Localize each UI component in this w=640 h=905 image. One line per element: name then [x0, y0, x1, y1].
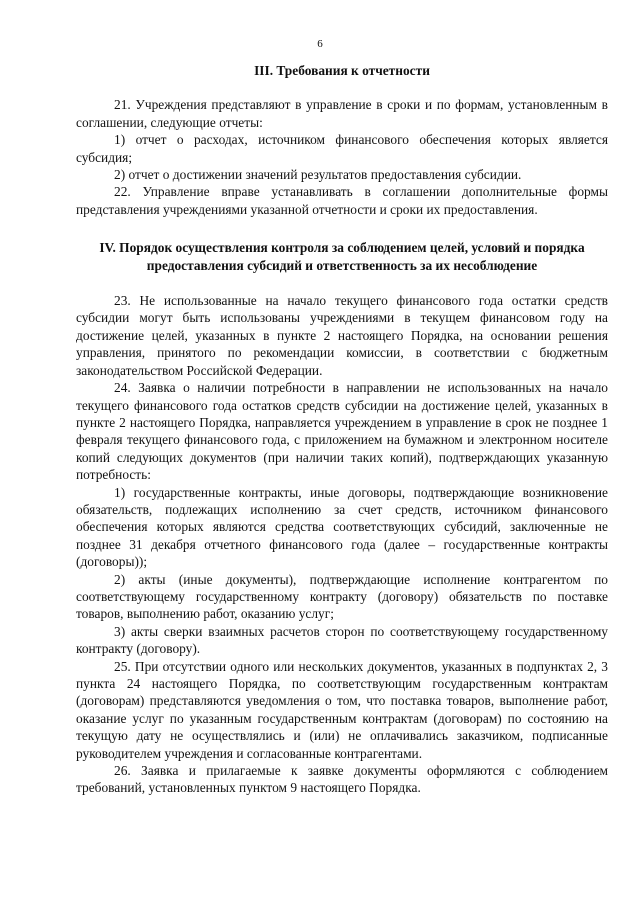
- paragraph-26: 26. Заявка и прилагаемые к заявке документы оформляются с соблюдением требований, установленных пунктом 9 настоящего Порядка.: [76, 763, 608, 796]
- page-number: 6: [317, 38, 323, 50]
- paragraph-21: 21. Учреждения представляют в управление в сроки и по формам, установленным в соглашении, следующие отчеты:: [76, 97, 608, 130]
- paragraph-24: 24. Заявка о наличии потребности в направлении не использованных на начало текущего финансового года остатков средств субсидии на достижение целей, указанных в пункте 2 настоящего Порядка, направляется учреждением в управление в срок не позднее 1 февраля текущего финансового года, с приложением на бумажном и электронном носителе копий следующих документов (при наличии таких копий), подтверждающих указанную потребность:: [76, 380, 608, 483]
- section-3-heading: III. Требования к отчетности: [254, 63, 430, 78]
- paragraph-24-item-1: 1) государственные контракты, иные договоры, подтверждающие возникновение обязательств, подлежащих исполнению за счет средств, источником финансового обеспечения которых являются средства соответствующих субсидий, заключенные не позднее 31 декабря отчетного финансового года (далее – государственные контракты (договоры));: [76, 484, 608, 570]
- paragraph-24-item-3: 3) акты сверки взаимных расчетов сторон по соответствующему государственному контракту (договору).: [76, 623, 608, 657]
- paragraph-21-item-2: 2) отчет о достижении значений результатов предоставления субсидии.: [114, 167, 522, 183]
- document-body: [76, 62, 608, 797]
- paragraph-22: 22. Управление вправе устанавливать в соглашении дополнительные формы представления учреждениями указанной отчетности и сроки их предоставления.: [76, 184, 608, 217]
- paragraph-21-item-1: 1) отчет о расходах, источником финансового обеспечения которых является субсидия;: [76, 132, 608, 165]
- section-4-heading: IV. Порядок осуществления контроля за соблюдением целей, условий и порядка предоставления субсидий и ответственность за их несоблюдение: [99, 240, 585, 273]
- paragraph-23: 23. Не использованные на начало текущего финансового года остатки средств субсидии могут быть использованы учреждениями в текущем финансовом году на достижение целей, указанных в пункте 2 настоящего Порядка, на основании решения управления, принятого по рекомендации комиссии, в соответствии с бюджетным законодательством Российской Федерации.: [76, 293, 608, 378]
- paragraph-24-item-2: 2) акты (иные документы), подтверждающие исполнение контрагентом по соответствующему государственному контракту (договору) обязательств по поставке товаров, выполнению работ, оказанию услуг;: [76, 571, 608, 622]
- paragraph-25: 25. При отсутствии одного или нескольких документов, указанных в подпунктах 2, 3 пункта 24 настоящего Порядка, по соответствующим государственным контрактам (договорам) представляются уведомления о том, что поставка товаров, выполнение работ, оказание услуг по указанным государственным контрактам (договорам) по состоянию на текущую дату не осуществлялись и (или) не оплачивались заказчиком, подписанные руководителем учреждения и согласованные контрагентами.: [76, 658, 608, 761]
